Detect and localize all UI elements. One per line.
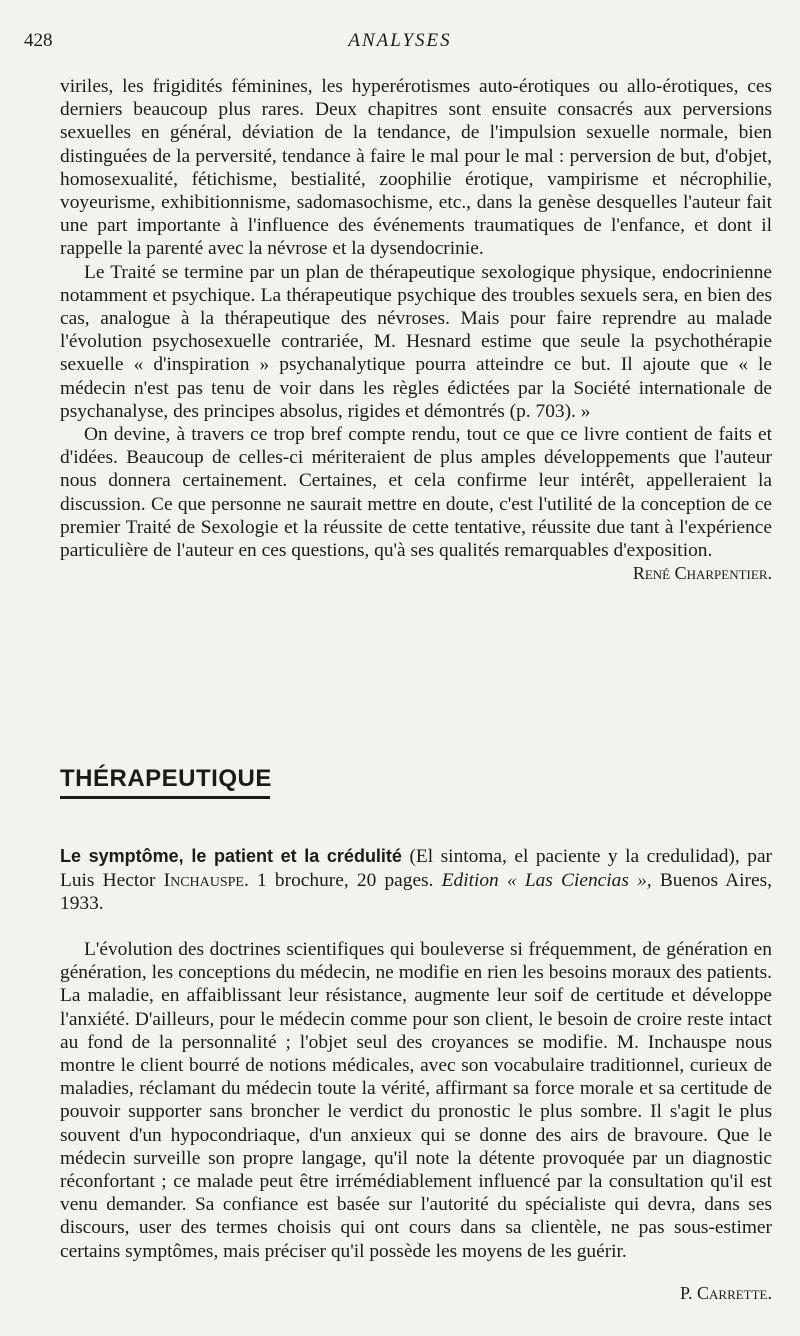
review-charpentier <box>60 75 772 585</box>
publisher: Edition « Las Ciencias », <box>441 869 652 891</box>
review-paragraph: viriles, les frigidités féminines, les hyperérotismes auto-érotiques ou allo-érotiques, ces derniers beaucoup plus rares. Deux chapitres sont ensuite consacrés aux perversions sexuelles en général, déviation de la tendance, de l'impulsion sexuelle normale, bien distinguées de la perversité, tendance à faire le mal pour le mal : perversion de but, d'objet, homosexualité, fétichisme, bestialité, zoophilie érotique, vampirisme et nécrophilie, voyeurisme, exhibitionnisme, sadomasochisme, etc., dans la genèse desquelles l'auteur fait une part importante à l'influence des événements traumatiques de l'enfance, et dont il rappelle la parenté avec la névrose et la dysendocrinie. <box>60 76 772 260</box>
section-underline <box>60 796 270 799</box>
review-paragraph: Le Traité se termine par un plan de thérapeutique sexologique physique, endocrinienne notamment et psychique. La thérapeutique psychique des troubles sexuels sera, en bien des cas, analogue à la thérapeutique des névroses. Mais pour faire reprendre au malade l'évolution psychosexuelle contrariée, M. Hesnard estime que seule la psychothérapie sexuelle « d'inspiration » psychanalytique pourra atteindre ce but. Il ajoute que « le médecin n'est pas tenu de voir dans les règles édictées par la Société internationale de psychanalyse, des principes absolus, rigides et démontrés (p. 703). » <box>60 261 772 422</box>
page-number: 428 <box>24 30 53 51</box>
section-heading: THÉRAPEUTIQUE <box>60 765 272 792</box>
bibliographic-reference <box>60 845 772 915</box>
review-signature: P. Carrette. <box>679 1283 772 1304</box>
original-title: (El sintoma, el paciente y la credulidad), <box>409 846 740 868</box>
author-prefix: par Luis Hector <box>60 846 773 891</box>
running-title: ANALYSES <box>348 30 452 51</box>
review-inchauspe <box>60 826 772 1323</box>
review-paragraph: L'évolution des doctrines scientifiques qui bouleverse si fréquemment, de génération en génération, les conceptions du médecin, ne modifie en rien les besoins moraux des patients. La maladie, en affaiblissant leur résistance, augmente leur soif de certitude et développe l'anxiété. D'ailleurs, pour le médecin comme pour son client, le besoin de croire reste intact au fond de la personnalité ; l'objet seul des croyances se modifie. M. Inchauspe nous montre le client bourré de notions médicales, avec son vocabulaire traditionnel, curieux de maladies, réclamant du médecin toute la vérité, affirmant sa force morale et sa certitude de pouvoir supporter sans broncher le verdict du pronostic le plus sombre. Il s'agit le plus souvent d'un hypocondriaque, d'un anxieux qui se donne des airs de bravoure. Que le médecin surveille son propre langage, qu'il note la détente provoquée par un diagnostic réconfortant ; ce malade peut être irrémédiablement influencé par la consultation qu'il est venu demander. Sa confiance est basée sur l'autorité du spécialiste qui devra, dans ses discours, user des termes choisis qui ont cours dans sa clientèle, ne pas sous-estimer certains symptômes, mais préciser qu'il possède les moyens de les guérir. <box>60 939 772 1262</box>
place-year: Buenos Aires, 1933. <box>60 869 772 914</box>
review-paragraph: On devine, à travers ce trop bref compte rendu, tout ce que ce livre contient de faits et d'idées. Beaucoup de celles-ci mériteraient de plus amples développements que l'auteur nous donnera certainement. Certaines, et cela confirme leur intérêt, appelleraient la discussion. Ce que personne ne saurait mettre en doute, c'est l'utilité de la conception de ce premier Traité de Sexologie et la réussite de cette tentative, réussite due tant à l'expérience particulière de l'auteur en ces questions, qu'à ses qualités remarquables d'exposition. <box>60 424 772 562</box>
review-signature: René Charpentier. <box>632 563 772 584</box>
format-info: . 1 brochure, 20 pages. <box>244 869 434 891</box>
author-name: Inchauspe <box>163 869 244 891</box>
work-title: Le symptôme, le patient et la crédulité <box>60 846 402 867</box>
page-header <box>24 30 776 58</box>
